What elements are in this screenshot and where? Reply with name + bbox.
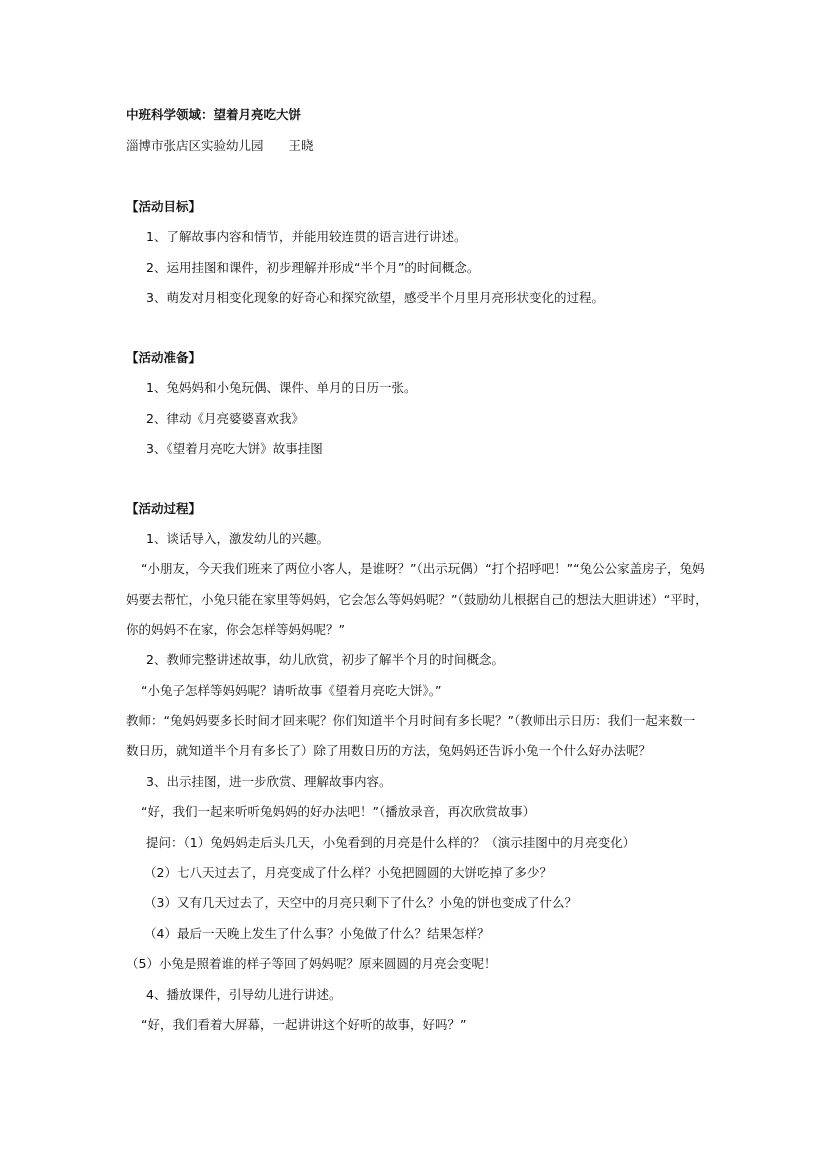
process-line: 提问：（1）兔妈妈走后头几天，小兔看到的月亮是什么样的？（演示挂图中的月亮变化） bbox=[146, 835, 636, 850]
process-line: （4）最后一天晚上发生了什么事？小兔做了什么？结果怎样？ bbox=[144, 926, 490, 941]
goal-item: 3、萌发对月相变化现象的好奇心和探究欲望，感受半个月里月亮形状变化的过程。 bbox=[146, 290, 604, 305]
process-line: 数日历，就知道半个月有多长了）除了用数日历的方法，兔妈妈还告诉小兔一个什么好办法呢？ bbox=[126, 743, 652, 758]
process-line: （2）七八天过去了，月亮变成了什么样？小兔把圆圆的大饼吃掉了多少？ bbox=[144, 865, 552, 880]
process-line: 教师：“兔妈妈要多长时间才回来呢？你们知道半个月时间有多长呢？”（教师出示日历：我们一起来数一 bbox=[126, 713, 696, 728]
process-line: “好，我们一起来听听兔妈妈的好办法吧！”（播放录音，再次欣赏故事） bbox=[141, 804, 536, 819]
process-line: 4、播放课件，引导幼儿进行讲述。 bbox=[146, 987, 342, 1002]
process-line: （5）小兔是照着谁的样子等回了妈妈呢？原来圆圆的月亮会变呢！ bbox=[126, 956, 497, 971]
prep-item: 2、律动《月亮婆婆喜欢我》 bbox=[146, 411, 304, 426]
process-line: 1、谈话导入，激发幼儿的兴趣。 bbox=[146, 531, 329, 546]
process-line: （3）又有几天过去了，天空中的月亮只剩下了什么？小兔的饼也变成了什么？ bbox=[144, 895, 577, 910]
process-line: “好，我们看着大屏幕，一起讲讲这个好听的故事，好吗？” bbox=[141, 1017, 467, 1032]
document-title: 中班科学领域：望着月亮吃大饼 bbox=[126, 107, 302, 122]
goal-item: 2、运用挂图和课件，初步理解并形成“半个月”的时间概念。 bbox=[146, 260, 480, 275]
process-line: “小朋友，今天我们班来了两位小客人，是谁呀？”（出示玩偶）“打个招呼吧！”“兔公公家盖房子，兔妈 bbox=[141, 561, 705, 576]
prep-item: 3、《望着月亮吃大饼》故事挂图 bbox=[146, 441, 323, 456]
process-line: “小兔子怎样等妈妈呢？请听故事《望着月亮吃大饼》。” bbox=[141, 683, 442, 698]
process-line: 2、教师完整讲述故事，幼儿欣赏，初步了解半个月的时间概念。 bbox=[146, 652, 504, 667]
goals-heading: 【活动目标】 bbox=[126, 199, 202, 214]
process-line: 你的妈妈不在家，你会怎样等妈妈呢？” bbox=[126, 622, 345, 637]
author-line: 淄博市张店区实验幼儿园 王晓 bbox=[126, 138, 314, 153]
process-line: 3、出示挂图，进一步欣赏、理解故事内容。 bbox=[146, 774, 392, 789]
prep-heading: 【活动准备】 bbox=[126, 350, 202, 365]
process-heading: 【活动过程】 bbox=[126, 501, 202, 516]
goal-item: 1、了解故事内容和情节，并能用较连贯的语言进行讲述。 bbox=[146, 229, 467, 244]
process-line: 妈要去帮忙，小兔只能在家里等妈妈，它会怎么等妈妈呢？”（鼓励幼儿根据自己的想法大胆讲述）“平时， bbox=[126, 592, 708, 607]
prep-item: 1、兔妈妈和小兔玩偶、课件、单月的日历一张。 bbox=[146, 380, 417, 395]
